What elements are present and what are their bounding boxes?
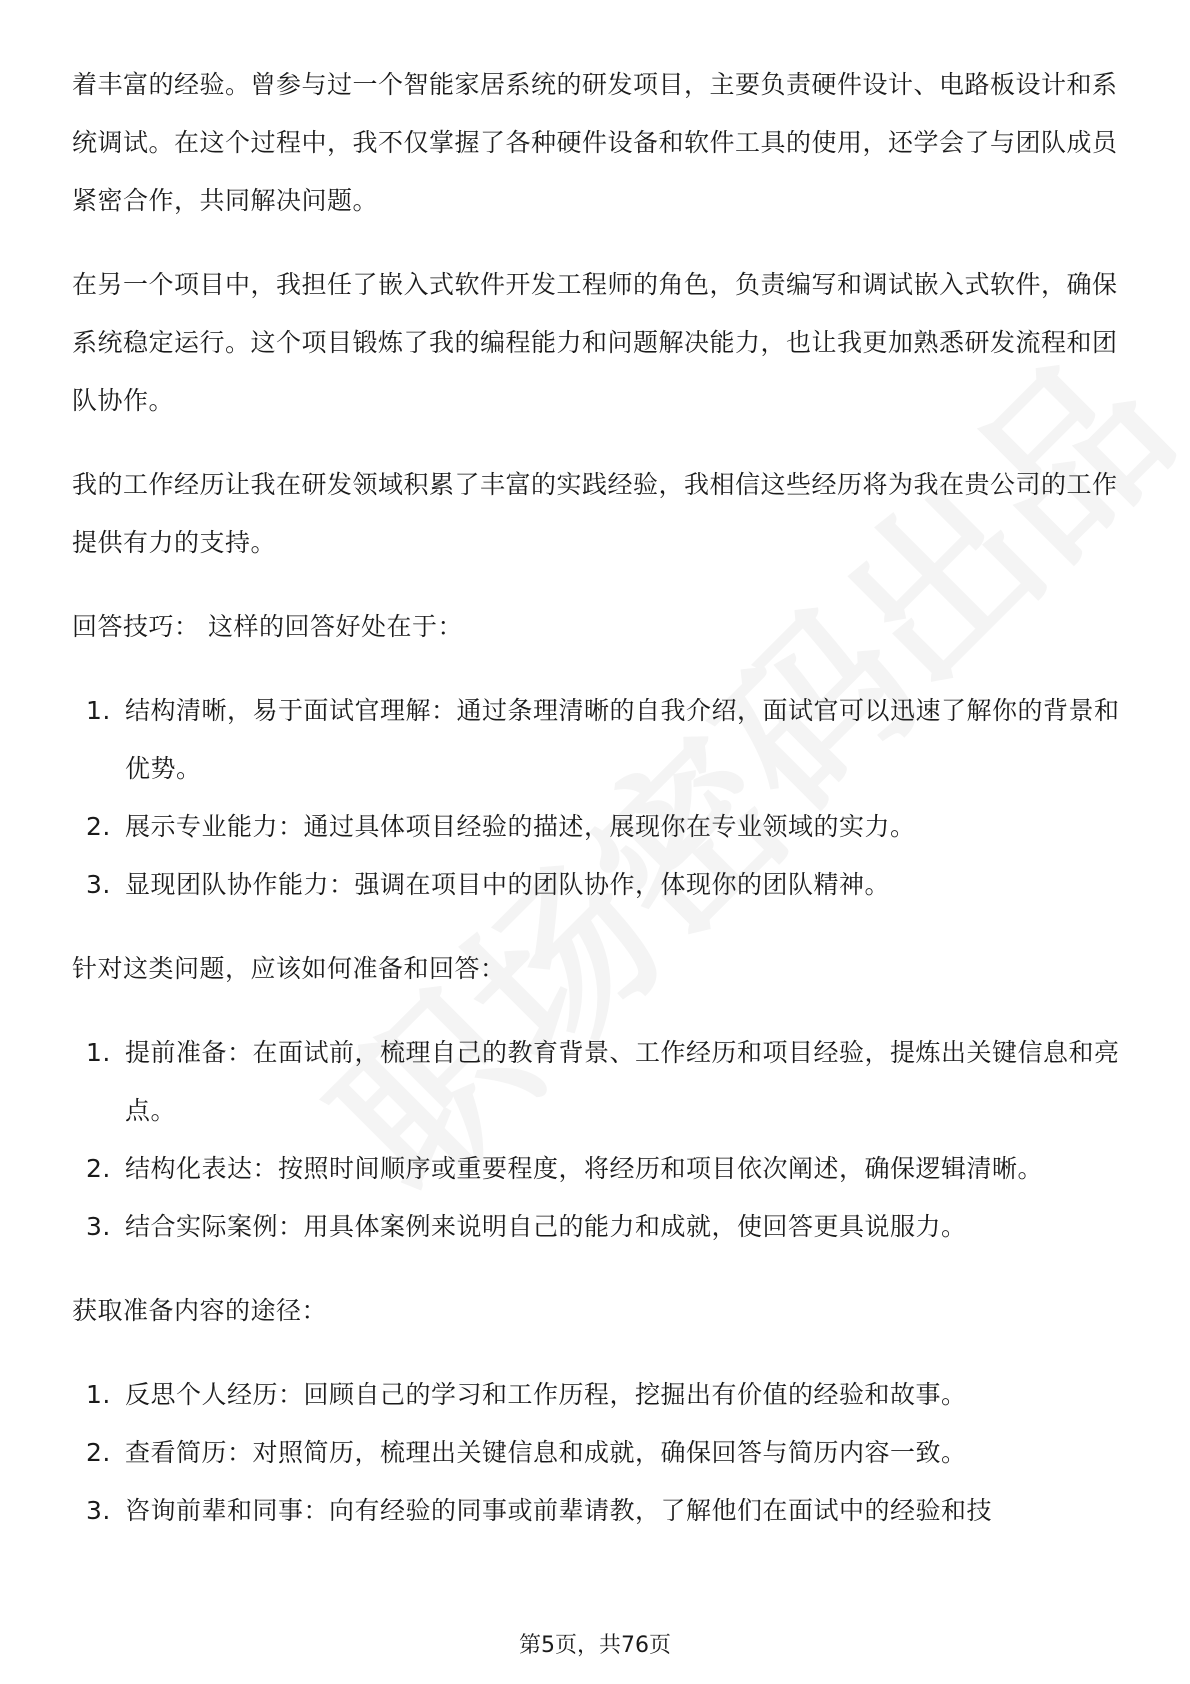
- list-item-number: 3.: [86, 1212, 111, 1241]
- page-number-footer: 第5页，共76页: [519, 1633, 671, 1658]
- list-item-number: 2.: [86, 1438, 111, 1467]
- document-body: [72, 56, 1122, 1566]
- list-item-text: 结构清晰，易于面试官理解：通过条理清晰的自我介绍，面试官可以迅速了解你的背景和优势。: [125, 696, 1120, 783]
- section-heading-sources: 获取准备内容的途径：: [72, 1296, 328, 1325]
- list-item-number: 1.: [86, 1038, 111, 1067]
- list-item-number: 2.: [86, 812, 111, 841]
- paragraph-experience-1: 着丰富的经验。曾参与过一个智能家居系统的研发项目，主要负责硬件设计、电路板设计和系统调试。在这个过程中，我不仅掌握了各种硬件设备和软件工具的使用，还学会了与团队成员紧密合作，共同解决问题。: [72, 70, 1118, 215]
- list-item-text: 结合实际案例：用具体案例来说明自己的能力和成就，使回答更具说服力。: [125, 1212, 967, 1241]
- list-item-number: 1.: [86, 696, 111, 725]
- list-item: [72, 798, 1122, 856]
- list-item-text: 显现团队协作能力：强调在项目中的团队协作，体现你的团队精神。: [125, 870, 891, 899]
- list-item-text: 提前准备：在面试前，梳理自己的教育背景、工作经历和项目经验，提炼出关键信息和亮点。: [125, 1038, 1120, 1125]
- list-item-number: 3.: [86, 1496, 111, 1525]
- answer-tips-list: [72, 682, 1122, 914]
- list-item: [72, 856, 1122, 914]
- paragraph-experience-summary: 我的工作经历让我在研发领域积累了丰富的实践经验，我相信这些经历将为我在贵公司的工作提供有力的支持。: [72, 470, 1118, 557]
- list-item: [72, 1140, 1122, 1198]
- section-heading-how-to-prepare: 针对这类问题，应该如何准备和回答：: [72, 954, 506, 983]
- list-item: [72, 1024, 1122, 1140]
- prepare-list: [72, 1024, 1122, 1256]
- paragraph-experience-2: 在另一个项目中，我担任了嵌入式软件开发工程师的角色，负责编写和调试嵌入式软件，确保系统稳定运行。这个项目锻炼了我的编程能力和问题解决能力，也让我更加熟悉研发流程和团队协作。: [72, 270, 1118, 415]
- list-item-number: 2.: [86, 1154, 111, 1183]
- list-item: [72, 682, 1122, 798]
- list-item-number: 3.: [86, 870, 111, 899]
- list-item-text: 展示专业能力：通过具体项目经验的描述，展现你在专业领域的实力。: [125, 812, 916, 841]
- list-item-text: 结构化表达：按照时间顺序或重要程度，将经历和项目依次阐述，确保逻辑清晰。: [125, 1154, 1044, 1183]
- list-item: [72, 1366, 1122, 1424]
- list-item-number: 1.: [86, 1380, 111, 1409]
- list-item-text: 咨询前辈和同事：向有经验的同事或前辈请教，了解他们在面试中的经验和技: [125, 1496, 993, 1525]
- list-item-text: 反思个人经历：回顾自己的学习和工作历程，挖掘出有价值的经验和故事。: [125, 1380, 967, 1409]
- sources-list: [72, 1366, 1122, 1540]
- list-item-text: 查看简历：对照简历，梳理出关键信息和成就，确保回答与简历内容一致。: [125, 1438, 967, 1467]
- section-heading-answer-tips: 回答技巧： 这样的回答好处在于：: [72, 612, 463, 641]
- list-item: [72, 1424, 1122, 1482]
- list-item: [72, 1482, 1122, 1540]
- list-item: [72, 1198, 1122, 1256]
